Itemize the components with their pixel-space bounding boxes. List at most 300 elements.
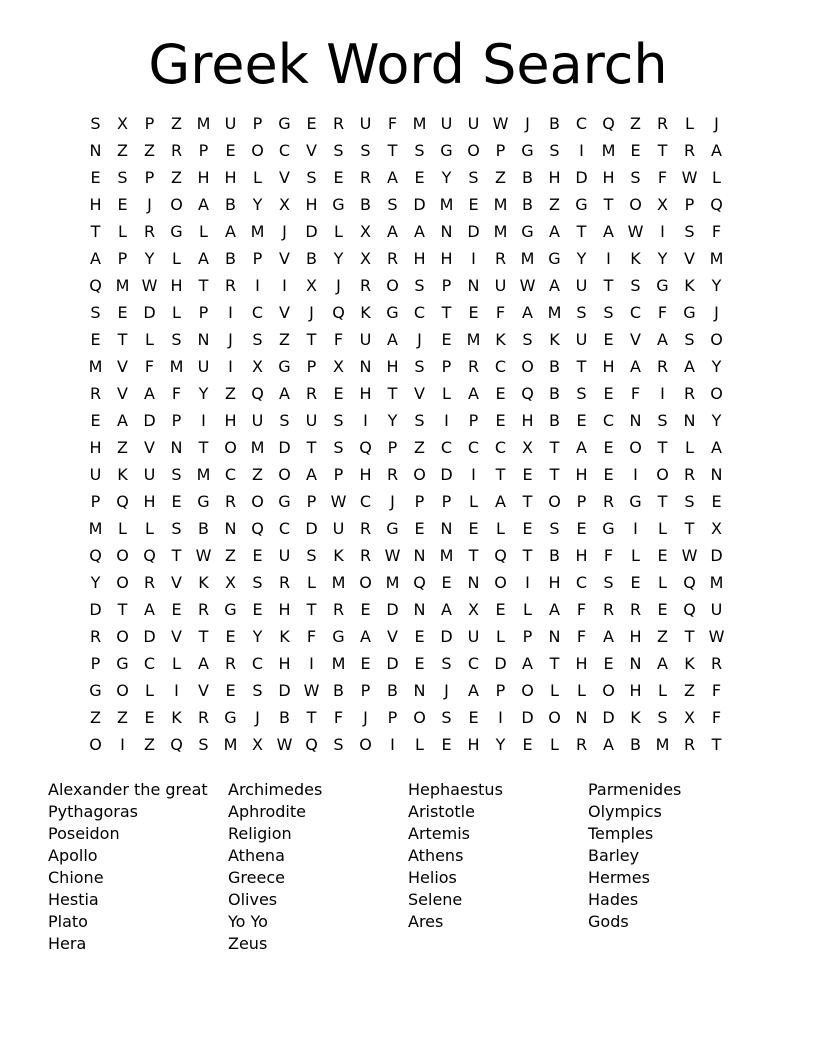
grid-letter: X [306, 276, 317, 295]
grid-letter: S [252, 681, 263, 700]
grid-letter: M [466, 330, 481, 349]
grid-letter: R [305, 384, 318, 403]
grid-letter: U [440, 114, 453, 133]
word-list-item: Hephaestus [408, 780, 503, 799]
grid-letter: I [120, 735, 125, 754]
grid-letter: U [332, 519, 345, 538]
word-list-item: Selene [408, 890, 463, 909]
grid-letter: F [144, 357, 155, 376]
grid-letter: E [495, 600, 506, 619]
grid-letter: U [710, 600, 723, 619]
grid-letter: P [117, 249, 128, 268]
grid-letter: G [440, 141, 453, 160]
grid-letter: A [144, 600, 155, 619]
grid-letter: E [414, 654, 425, 673]
grid-letter: F [495, 303, 506, 322]
grid-letter: S [306, 168, 317, 187]
grid-letter: N [467, 276, 480, 295]
grid-letter: M [655, 735, 670, 754]
grid-letter: A [657, 330, 668, 349]
grid-letter: U [197, 357, 210, 376]
grid-letter: G [521, 141, 534, 160]
grid-letter: H [143, 492, 156, 511]
grid-letter: A [90, 249, 101, 268]
grid-letter: T [198, 438, 209, 457]
grid-letter: E [441, 573, 452, 592]
grid-letter: F [333, 330, 344, 349]
grid-letter: T [306, 438, 317, 457]
grid-letter: D [386, 600, 399, 619]
grid-letter: O [629, 195, 642, 214]
grid-letter: K [171, 708, 182, 727]
grid-letter: D [602, 708, 615, 727]
grid-letter: S [657, 708, 668, 727]
grid-letter: O [278, 465, 291, 484]
grid-letter: Q [305, 735, 318, 754]
grid-letter: X [711, 519, 722, 538]
grid-letter: C [440, 438, 453, 457]
grid-letter: C [278, 519, 291, 538]
grid-letter: T [468, 546, 479, 565]
grid-letter: W [708, 627, 725, 646]
grid-letter: B [549, 384, 560, 403]
grid-letter: Z [495, 168, 506, 187]
grid-letter: A [495, 492, 506, 511]
grid-letter: T [684, 519, 695, 538]
grid-letter: S [171, 519, 182, 538]
grid-letter: P [360, 681, 371, 700]
grid-letter: O [224, 438, 237, 457]
grid-letter: P [333, 465, 344, 484]
grid-letter: A [468, 384, 479, 403]
grid-letter: P [387, 438, 398, 457]
grid-letter: T [306, 708, 317, 727]
grid-letter: I [498, 708, 503, 727]
grid-letter: B [549, 114, 560, 133]
grid-letter: V [117, 357, 128, 376]
grid-letter: Q [170, 735, 183, 754]
grid-letter: A [549, 222, 560, 241]
grid-letter: E [414, 627, 425, 646]
grid-letter: G [224, 600, 237, 619]
grid-letter: G [521, 222, 534, 241]
grid-letter: I [606, 249, 611, 268]
grid-letter: P [576, 492, 587, 511]
grid-letter: C [359, 492, 372, 511]
grid-letter: Z [657, 627, 668, 646]
grid-letter: A [441, 600, 452, 619]
word-list-item: Temples [588, 824, 654, 843]
grid-letter: S [603, 303, 614, 322]
grid-letter: O [656, 465, 669, 484]
grid-letter: J [336, 276, 341, 295]
grid-letter: P [144, 168, 155, 187]
grid-letter: E [90, 411, 101, 430]
grid-letter: H [386, 357, 399, 376]
grid-letter: E [468, 519, 479, 538]
grid-letter: P [306, 492, 317, 511]
grid-letter: S [414, 357, 425, 376]
grid-letter: Z [144, 735, 155, 754]
grid-letter: J [417, 330, 422, 349]
grid-letter: U [575, 276, 588, 295]
grid-letter: D [413, 195, 426, 214]
grid-letter: H [602, 168, 615, 187]
grid-letter: N [467, 573, 480, 592]
grid-letter: G [224, 708, 237, 727]
grid-letter: Q [494, 546, 507, 565]
grid-letter: M [709, 573, 724, 592]
word-list-item: Gods [588, 912, 629, 931]
grid-letter: L [496, 627, 505, 646]
grid-letter: E [225, 141, 236, 160]
grid-letter: E [414, 519, 425, 538]
grid-letter: C [251, 303, 264, 322]
grid-letter: H [413, 249, 426, 268]
grid-letter: J [309, 303, 314, 322]
grid-letter: R [602, 492, 615, 511]
grid-letter: L [685, 114, 694, 133]
grid-letter: M [331, 573, 346, 592]
grid-letter: N [197, 330, 210, 349]
grid-letter: B [522, 195, 533, 214]
grid-letter: K [198, 573, 209, 592]
grid-letter: D [440, 465, 453, 484]
grid-letter: H [575, 465, 588, 484]
grid-letter: W [681, 168, 698, 187]
grid-letter: W [330, 492, 347, 511]
grid-letter: H [440, 249, 453, 268]
word-list-item: Apollo [48, 846, 98, 865]
grid-letter: I [579, 141, 584, 160]
grid-letter: G [332, 627, 345, 646]
grid-letter: S [576, 384, 587, 403]
grid-letter: S [684, 330, 695, 349]
grid-letter: E [333, 168, 344, 187]
grid-letter: U [278, 546, 291, 565]
grid-letter: J [714, 114, 719, 133]
grid-letter: S [90, 114, 101, 133]
grid-letter: K [684, 276, 695, 295]
grid-letter: O [548, 492, 561, 511]
grid-letter: E [225, 627, 236, 646]
grid-letter: Y [144, 249, 155, 268]
grid-letter: P [90, 654, 101, 673]
grid-letter: U [305, 411, 318, 430]
grid-letter: X [252, 357, 263, 376]
grid-letter: L [469, 492, 478, 511]
grid-letter: E [333, 384, 344, 403]
grid-letter: S [441, 654, 452, 673]
grid-letter: S [360, 141, 371, 160]
grid-letter: X [225, 573, 236, 592]
grid-letter: A [576, 438, 587, 457]
grid-letter: I [633, 465, 638, 484]
grid-letter: J [390, 492, 395, 511]
grid-letter: N [413, 681, 426, 700]
grid-letter: W [681, 546, 698, 565]
grid-letter: O [251, 492, 264, 511]
grid-letter: M [331, 654, 346, 673]
grid-letter: S [522, 330, 533, 349]
grid-letter: R [224, 276, 237, 295]
grid-letter: R [224, 492, 237, 511]
grid-letter: U [467, 114, 480, 133]
grid-letter: Q [89, 546, 102, 565]
grid-letter: Q [359, 438, 372, 457]
grid-letter: U [359, 330, 372, 349]
grid-letter: O [359, 735, 372, 754]
grid-letter: M [547, 303, 562, 322]
grid-letter: A [117, 411, 128, 430]
grid-letter: K [333, 546, 344, 565]
grid-letter: V [279, 168, 290, 187]
grid-letter: V [630, 330, 641, 349]
grid-letter: Z [90, 708, 101, 727]
grid-letter: C [143, 654, 156, 673]
grid-letter: N [575, 708, 588, 727]
grid-letter: E [252, 546, 263, 565]
word-list-item: Chione [48, 868, 104, 887]
grid-letter: H [467, 735, 480, 754]
grid-letter: T [657, 141, 668, 160]
grid-letter: L [577, 681, 586, 700]
grid-letter: E [630, 141, 641, 160]
grid-letter: D [143, 303, 156, 322]
grid-letter: M [493, 195, 508, 214]
word-list-item: Aristotle [408, 802, 475, 821]
grid-letter: S [333, 411, 344, 430]
grid-letter: P [441, 357, 452, 376]
grid-letter: Y [252, 627, 263, 646]
word-column [48, 779, 228, 955]
grid-letter: A [306, 465, 317, 484]
grid-letter: B [387, 681, 398, 700]
grid-letter: S [630, 276, 641, 295]
grid-letter: S [414, 141, 425, 160]
grid-letter: X [360, 249, 371, 268]
grid-letter: E [360, 600, 371, 619]
grid-letter: S [171, 330, 182, 349]
grid-letter: H [602, 357, 615, 376]
grid-letter: I [363, 411, 368, 430]
word-list-item: Hera [48, 934, 87, 953]
grid-letter: N [170, 438, 183, 457]
grid-letter: S [333, 141, 344, 160]
grid-letter: R [602, 600, 615, 619]
grid-letter: A [387, 222, 398, 241]
grid-letter: J [525, 114, 530, 133]
grid-letter: P [495, 681, 506, 700]
grid-letter: P [495, 141, 506, 160]
grid-letter: T [522, 546, 533, 565]
grid-letter: P [441, 276, 452, 295]
grid-letter: U [467, 627, 480, 646]
grid-letter: M [439, 195, 454, 214]
grid-letter: W [627, 222, 644, 241]
grid-letter: R [386, 465, 399, 484]
grid-letter: I [471, 249, 476, 268]
grid-letter: F [711, 681, 722, 700]
grid-letter: E [360, 654, 371, 673]
grid-letter: U [359, 114, 372, 133]
grid-letter: M [223, 735, 238, 754]
grid-letter: R [359, 519, 372, 538]
word-list-item: Yo Yo [228, 912, 268, 931]
grid-letter: S [306, 546, 317, 565]
grid-letter: F [333, 708, 344, 727]
grid-letter: G [575, 195, 588, 214]
grid-letter: Q [413, 573, 426, 592]
grid-letter: H [224, 168, 237, 187]
grid-letter: I [525, 573, 530, 592]
grid-letter: L [118, 519, 127, 538]
word-list-item: Artemis [408, 824, 471, 843]
grid-letter: V [117, 384, 128, 403]
grid-letter: D [467, 222, 480, 241]
grid-letter: Q [89, 276, 102, 295]
grid-letter: F [603, 546, 614, 565]
grid-letter: M [196, 114, 211, 133]
grid-letter: U [494, 276, 507, 295]
grid-letter: F [306, 627, 317, 646]
grid-letter: E [117, 303, 128, 322]
grid-letter: C [575, 114, 588, 133]
grid-letter: S [684, 222, 695, 241]
grid-letter: W [492, 114, 509, 133]
grid-letter: E [414, 168, 425, 187]
grid-letter: O [386, 276, 399, 295]
grid-letter: V [684, 249, 695, 268]
grid-letter: S [468, 168, 479, 187]
grid-letter: G [278, 114, 291, 133]
grid-letter: S [117, 168, 128, 187]
grid-letter: J [363, 708, 368, 727]
grid-letter: P [468, 411, 479, 430]
word-list-item: Olives [228, 890, 278, 909]
grid-letter: F [171, 384, 182, 403]
grid-letter: E [495, 384, 506, 403]
grid-letter: G [386, 519, 399, 538]
grid-letter: Z [549, 195, 560, 214]
grid-letter: R [143, 573, 156, 592]
grid-letter: P [144, 114, 155, 133]
grid-letter: V [198, 681, 209, 700]
grid-letter: Z [630, 114, 641, 133]
grid-letter: T [171, 546, 182, 565]
grid-letter: Z [684, 681, 695, 700]
grid-letter: Q [683, 573, 696, 592]
grid-letter: S [333, 438, 344, 457]
grid-letter: H [359, 384, 372, 403]
grid-letter: C [494, 438, 507, 457]
grid-letter: S [252, 573, 263, 592]
grid-letter: K [549, 330, 560, 349]
grid-letter: D [575, 168, 588, 187]
grid-letter: L [712, 168, 721, 187]
grid-letter: U [89, 465, 102, 484]
grid-letter: G [602, 519, 615, 538]
grid-letter: A [603, 735, 614, 754]
grid-letter: E [576, 411, 587, 430]
word-list-item: Helios [408, 868, 457, 887]
grid-letter: H [575, 654, 588, 673]
word-list-item: Athens [408, 846, 464, 865]
grid-letter: L [145, 681, 154, 700]
grid-letter: E [468, 708, 479, 727]
grid-letter: I [390, 735, 395, 754]
grid-letter: T [198, 627, 209, 646]
grid-letter: X [360, 222, 371, 241]
grid-letter: R [278, 573, 291, 592]
grid-letter: R [89, 627, 102, 646]
grid-letter: R [89, 384, 102, 403]
grid-letter: M [115, 276, 130, 295]
grid-letter: D [440, 627, 453, 646]
grid-letter: P [252, 114, 263, 133]
grid-letter: L [172, 249, 181, 268]
word-column [228, 779, 408, 955]
grid-letter: Y [711, 411, 722, 430]
grid-letter: Z [279, 330, 290, 349]
grid-letter: S [90, 303, 101, 322]
grid-letter: M [439, 546, 454, 565]
word-list-item: Zeus [228, 934, 268, 953]
grid-letter: O [170, 195, 183, 214]
grid-letter: M [493, 222, 508, 241]
grid-letter: T [495, 465, 506, 484]
grid-letter: U [575, 330, 588, 349]
grid-letter: I [228, 357, 233, 376]
grid-letter: M [601, 141, 616, 160]
grid-letter: G [116, 654, 129, 673]
grid-letter: K [630, 249, 641, 268]
grid-letter: B [549, 546, 560, 565]
grid-letter: A [198, 195, 209, 214]
grid-letter: Y [711, 276, 722, 295]
grid-letter: J [282, 222, 287, 241]
grid-letter: F [387, 114, 398, 133]
word-list-item: Ares [408, 912, 444, 931]
grid-letter: Z [171, 114, 182, 133]
grid-letter: I [660, 222, 665, 241]
grid-letter: D [386, 654, 399, 673]
grid-letter: A [549, 600, 560, 619]
grid-letter: R [683, 735, 696, 754]
grid-letter: H [629, 681, 642, 700]
grid-letter: H [197, 168, 210, 187]
grid-letter: A [657, 654, 668, 673]
grid-letter: E [441, 330, 452, 349]
grid-letter: Z [144, 141, 155, 160]
grid-letter: I [633, 519, 638, 538]
grid-letter: P [684, 195, 695, 214]
grid-letter: I [201, 411, 206, 430]
grid-letter: N [440, 222, 453, 241]
grid-letter: C [629, 303, 642, 322]
grid-letter: M [250, 438, 265, 457]
grid-letter: X [279, 195, 290, 214]
grid-letter: P [522, 627, 533, 646]
grid-letter: Q [251, 384, 264, 403]
grid-letter: R [359, 168, 372, 187]
grid-letter: R [710, 654, 723, 673]
grid-letter: I [174, 681, 179, 700]
grid-letter: K [630, 708, 641, 727]
grid-letter: L [145, 519, 154, 538]
grid-letter: A [387, 330, 398, 349]
grid-letter: O [521, 357, 534, 376]
